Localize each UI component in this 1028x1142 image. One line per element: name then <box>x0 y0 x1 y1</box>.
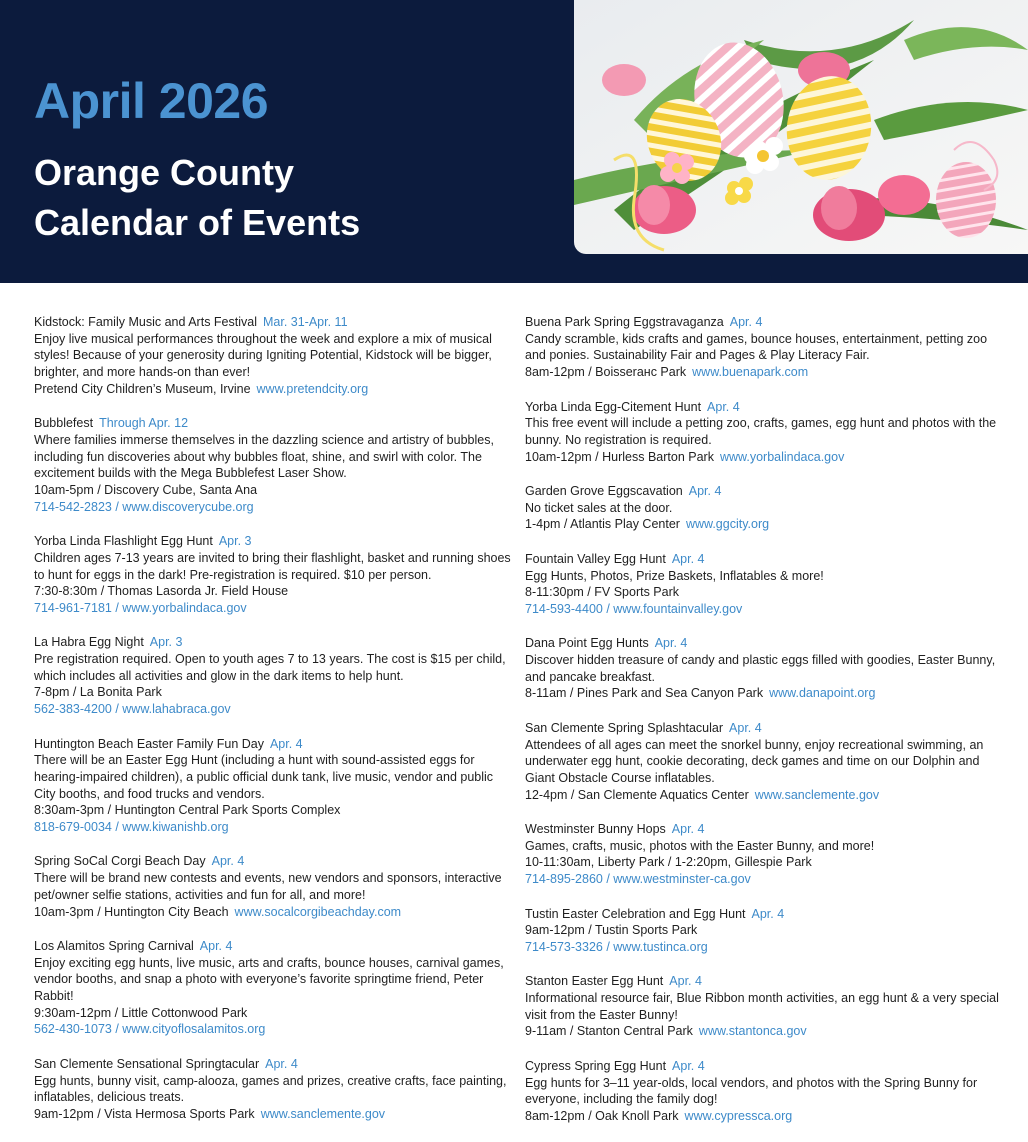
event-name: San Clemente Spring Splashtacular <box>525 720 724 735</box>
right-column <box>525 314 1000 1142</box>
title-line-1: Orange County <box>34 152 295 193</box>
event-contact-link[interactable]: 714-593-4400 / www.fountainvalley.gov <box>525 601 743 616</box>
event-website-link[interactable]: www.danapoint.org <box>769 686 876 701</box>
event-description: This free event will include a petting zoo, crafts, games, egg hunt and photos with the bunny. No registration is required. <box>525 416 997 447</box>
event-name: La Habra Egg Night <box>34 635 144 650</box>
event-location: 8am-12pm / Oak Knoll Park <box>525 1108 679 1123</box>
event-item <box>34 938 516 1038</box>
event-date: Apr. 4 <box>688 484 722 498</box>
event-item <box>525 1058 1000 1125</box>
event-website-link[interactable]: www.cypressca.org <box>684 1108 793 1123</box>
event-item <box>525 906 1000 956</box>
event-date: Apr. 3 <box>149 635 183 650</box>
event-name: Bubblefest <box>34 416 94 431</box>
event-location: 7-8pm / La Bonita Park <box>34 685 162 700</box>
event-location: 9-11am / Stanton Central Park <box>525 1024 693 1039</box>
event-name: San Clemente Sensational Springtacular <box>34 1056 260 1071</box>
event-name: Tustin Easter Celebration and Egg Hunt <box>525 906 746 921</box>
event-date: Mar. 31-Apr. 11 <box>262 315 348 329</box>
event-description: Enjoy exciting egg hunts, live music, arts and crafts, bounce houses, carnival games, vendor booths, and snap a photo with everyone’s favorite springtime friend, Peter Rabbit! <box>34 955 504 1004</box>
event-location: 10am-3pm / Huntington City Beach <box>34 904 229 919</box>
event-website-link[interactable]: www.ggcity.org <box>685 517 770 532</box>
event-contact-link[interactable]: 714-542-2823 / www.discoverycube.org <box>34 499 254 514</box>
easter-eggs-illustration <box>574 0 1028 254</box>
event-item <box>525 635 1000 702</box>
event-name: Yorba Linda Flashlight Egg Hunt <box>34 534 213 549</box>
event-name: Huntington Beach Easter Family Fun Day <box>34 736 264 751</box>
event-item <box>525 973 1000 1040</box>
event-description: Egg Hunts, Photos, Prize Baskets, Inflatables & more! <box>525 568 824 583</box>
event-location: Pretend City Children’s Museum, Irvine <box>34 381 251 396</box>
event-name: Garden Grove Eggscavation <box>525 484 683 498</box>
event-contact-link[interactable]: 714-961-7181 / www.yorbalindaca.gov <box>34 600 247 615</box>
event-date: Apr. 4 <box>211 854 245 869</box>
event-date: Through Apr. 12 <box>99 416 189 431</box>
event-item <box>34 634 516 718</box>
event-date: Apr. 4 <box>707 399 740 414</box>
event-location: 12-4pm / San Clemente Aquatics Center <box>525 787 749 802</box>
event-location: 10am-5pm / Discovery Cube, Santa Ana <box>34 483 258 498</box>
event-name: Buena Park Spring Eggstravaganza <box>525 315 724 329</box>
event-website-link[interactable]: www.sanclemente.gov <box>260 1106 386 1121</box>
event-item <box>34 1056 516 1123</box>
event-website-link[interactable]: www.socalcorgibeachday.com <box>234 904 402 919</box>
event-name: Yorba Linda Egg-Citement Hunt <box>525 399 702 414</box>
event-name: Fountain Valley Egg Hunt <box>525 551 666 566</box>
event-date: Apr. 4 <box>671 822 705 836</box>
event-date: Apr. 4 <box>199 938 233 953</box>
event-item <box>34 736 516 836</box>
event-date: Apr. 4 <box>751 906 785 921</box>
event-location: 9:30am-12pm / Little Cottonwood Park <box>34 1005 248 1020</box>
event-name: Stanton Easter Egg Hunt <box>525 974 664 989</box>
event-item <box>525 821 1000 888</box>
event-location: 9am-12pm / Vista Hermosa Sports Park <box>34 1106 255 1121</box>
event-name: Dana Point Egg Hunts <box>525 636 649 651</box>
event-date: Apr. 4 <box>265 1056 298 1071</box>
event-location: 1-4pm / Atlantis Play Center <box>525 517 680 532</box>
event-contact-link[interactable]: 714-895-2860 / www.westminster-ca.gov <box>525 872 751 887</box>
event-name: Cypress Spring Egg Hunt <box>525 1058 667 1073</box>
event-item <box>525 720 1000 804</box>
event-description: Children ages 7-13 years are invited to bring their flashlight, basket and running shoes to hunt for eggs in the dark! Pre-registration is required. $10 per person. <box>34 550 511 582</box>
event-item <box>525 551 1000 618</box>
event-contact-link[interactable]: 562-430-1073 / www.cityoflosalamitos.org <box>34 1022 266 1037</box>
event-item <box>34 853 516 920</box>
event-description: Where families immerse themselves in the dazzling science and artistry of bubbles, including fun discoveries about why bubbles float, shine, and swirl with color. The excitement builds with the Mega Bubblefest Laser Show. <box>34 432 494 481</box>
event-location: 8am-12pm / Boisserанc Park <box>525 365 687 380</box>
event-description: There will be brand new contests and events, new vendors and sponsors, interactive pet/owner selfie stations, activities and fun for all, and more! <box>34 871 502 902</box>
event-item <box>34 533 516 617</box>
event-contact-link[interactable]: 714-573-3326 / www.tustinca.org <box>525 939 708 954</box>
event-location: 8-11am / Pines Park and Sea Canyon Park <box>525 686 764 701</box>
header-banner <box>0 0 1028 283</box>
event-date: Apr. 4 <box>672 1058 705 1073</box>
event-website-link[interactable]: www.stantonca.gov <box>698 1024 807 1039</box>
month-heading: April 2026 <box>34 73 269 129</box>
event-date: Apr. 4 <box>669 974 702 989</box>
event-item <box>34 314 516 398</box>
event-description: Egg hunts, bunny visit, camp-alooza, games and prizes, creative crafts, face painting, inflatables, delicious treats. <box>34 1073 507 1105</box>
event-location: 9am-12pm / Tustin Sports Park <box>525 923 698 938</box>
event-website-link[interactable]: www.yorbalindaca.gov <box>719 449 845 464</box>
event-name: Los Alamitos Spring Carnival <box>34 938 194 953</box>
event-date: Apr. 4 <box>729 315 763 329</box>
event-contact-link[interactable]: 562-383-4200 / www.lahabraca.gov <box>34 702 231 717</box>
event-name: Spring SoCal Corgi Beach Day <box>34 854 206 869</box>
page-title <box>34 148 534 248</box>
event-website-link[interactable]: www.buenapark.com <box>692 365 809 380</box>
easter-eggs-photo <box>574 0 1028 254</box>
event-description: Games, crafts, music, photos with the Easter Bunny, and more! <box>525 838 875 853</box>
event-item <box>525 314 1000 381</box>
event-description: Discover hidden treasure of candy and plastic eggs filled with goodies, Easter Bunny, and pancake breakfast. <box>525 653 996 684</box>
event-description: Informational resource fair, Blue Ribbon month activities, an egg hunt & a very special visit from the Easter Bunny! <box>525 991 999 1022</box>
event-location: 8:30am-3pm / Huntington Central Park Sports Complex <box>34 803 341 818</box>
event-description: Candy scramble, kids crafts and games, bounce houses, entertainment, petting zoo and ponies. Sustainability Fair and Pages & Play Literacy Fair. <box>525 331 988 363</box>
event-website-link[interactable]: www.pretendcity.org <box>256 381 369 396</box>
event-date: Apr. 4 <box>671 551 705 566</box>
event-website-link[interactable]: www.sanclemente.gov <box>754 787 880 802</box>
event-location: 8-11:30pm / FV Sports Park <box>525 585 679 600</box>
event-contact-link[interactable]: 818-679-0034 / www.kiwanishb.org <box>34 820 229 835</box>
event-date: Apr. 3 <box>218 534 252 549</box>
event-date: Apr. 4 <box>269 736 303 751</box>
event-name: Westminster Bunny Hops <box>525 822 666 836</box>
event-item <box>34 415 516 515</box>
event-description: Attendees of all ages can meet the snorkel bunny, enjoy recreational swimming, an underwater egg hunt, cookie decorating, deck games and time on our Dolphin and Giant Obstacle Course inflatables. <box>525 737 984 785</box>
event-item <box>525 399 1000 466</box>
event-date: Apr. 4 <box>729 720 762 735</box>
event-name: Kidstock: Family Music and Arts Festival <box>34 315 257 329</box>
left-column <box>34 314 516 1140</box>
event-description: No ticket sales at the door. <box>525 500 673 515</box>
event-date: Apr. 4 <box>654 636 688 651</box>
event-location: 10am-12pm / Hurless Barton Park <box>525 449 714 464</box>
title-line-2: Calendar of Events <box>34 202 361 243</box>
event-description: Egg hunts for 3–11 year-olds, local vendors, and photos with the Spring Bunny for everyone, including the family dog! <box>525 1075 978 1107</box>
event-description: Enjoy live musical performances throughout the week and explore a mix of musical styles! Because of your generosity during Igniting Potential, Kidstock will be bigger, brighter, and more hands-on than ever! <box>34 331 492 380</box>
event-description: There will be an Easter Egg Hunt (including a hunt with sound-assisted eggs for hearing-impaired children), a public official dunk tank, live music, vendor and public City booths, and food trucks and vendors. <box>34 753 494 801</box>
event-item <box>525 483 1000 533</box>
event-location: 7:30-8:30m / Thomas Lasorda Jr. Field House <box>34 584 289 599</box>
event-location: 10-11:30am, Liberty Park / 1-2:20pm, Gillespie Park <box>525 855 812 870</box>
event-description: Pre registration required. Open to youth ages 7 to 13 years. The cost is $15 per child, which includes all activities and glow in the dark items to help hunt. <box>34 652 506 683</box>
